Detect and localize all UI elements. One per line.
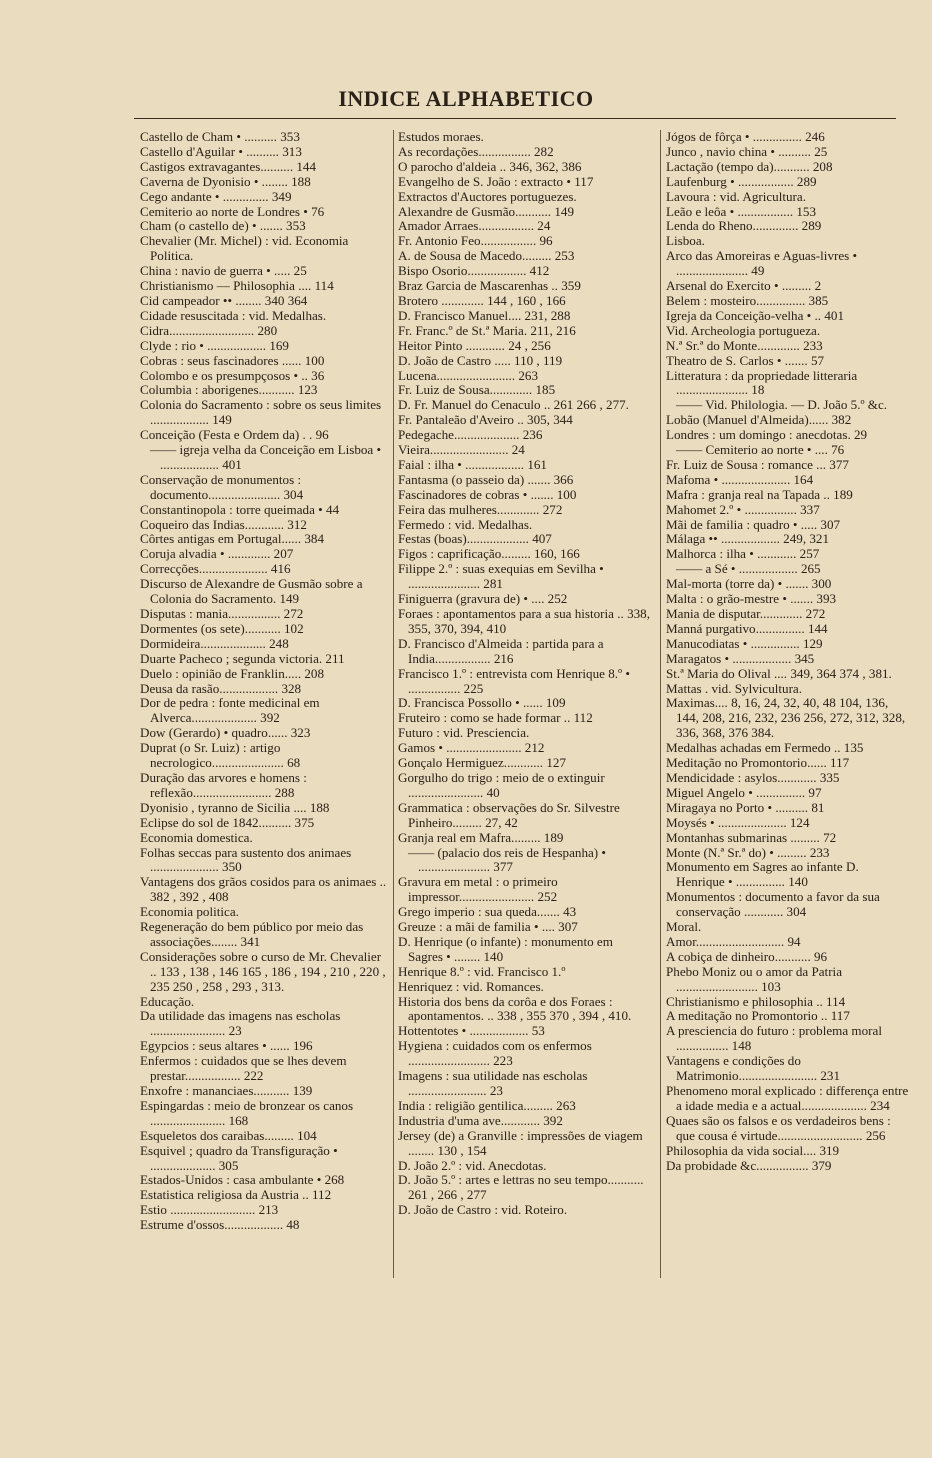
index-entry: Historia dos bens da corôa e dos Foraes : apontamentos. .. 338 , 355 370 , 394 , 410. bbox=[398, 993, 632, 1024]
index-entry: Mania de disputar............. 272 bbox=[666, 606, 826, 621]
index-entry: Hottentotes • .................. 53 bbox=[398, 1023, 545, 1039]
index-entry: Evangelho de S. João : extracto • 117 bbox=[398, 173, 594, 189]
index-entry: Litteratura : da propriedade litteraria ...................... 18 bbox=[666, 367, 858, 398]
index-entry: Christianismo e philosophia .. 114 bbox=[666, 993, 846, 1009]
index-entry: Constantinopola : torre queimada • 44 bbox=[140, 501, 340, 517]
index-entry: Festas (boas)................... 407 bbox=[398, 531, 552, 547]
index-entry: China : navio de guerra • ..... 25 bbox=[140, 263, 307, 279]
index-entry: Lavoura : vid. Agricultura. bbox=[666, 188, 806, 204]
index-entry: Philosophia da vida social.... 319 bbox=[666, 1142, 840, 1158]
index-entry: A cobiça de dinheiro........... 96 bbox=[666, 948, 828, 964]
index-entry: Miguel Angelo • ............... 97 bbox=[666, 784, 822, 800]
index-entry: Estatistica religiosa da Austria .. 112 bbox=[140, 1187, 332, 1203]
index-entry: Junco , navio china • .......... 25 bbox=[666, 143, 828, 159]
index-entry: Duração das arvores e homens : reflexão........................ 288 bbox=[140, 769, 307, 800]
index-entry: Arco das Amoreiras e Aguas-livres • ...................... 49 bbox=[666, 248, 858, 279]
index-entry: D. João 5.º : artes e lettras no seu tempo........... 261 , 266 , 277 bbox=[398, 1172, 644, 1203]
index-entry: Fantasma (o passeio da) ....... 366 bbox=[398, 471, 574, 487]
index-entry: Duprat (o Sr. Luiz) : artigo necrologico...................... 68 bbox=[140, 740, 301, 771]
index-entry: —— Cemiterio ao norte • .... 76 bbox=[676, 442, 845, 458]
index-entry: Colombo e os presumpçosos • .. 36 bbox=[140, 367, 325, 383]
index-entry: Gonçalo Hermiguez............ 127 bbox=[398, 755, 566, 771]
index-entry: As recordações................ 282 bbox=[398, 143, 554, 159]
index-entry: Heitor Pinto ............ 24 , 256 bbox=[398, 337, 551, 353]
index-entry: Belem : mosteiro............... 385 bbox=[666, 292, 829, 308]
index-entry: Fr. Antonio Feo................. 96 bbox=[398, 233, 553, 249]
index-entry: Gravura em metal : o primeiro impressor....................... 252 bbox=[398, 874, 558, 905]
index-entry: Lobão (Manuel d'Almeida)...... 382 bbox=[666, 412, 852, 428]
index-entry: D. Francisco Manuel.... 231, 288 bbox=[398, 307, 571, 323]
index-entry: Vid. Archeologia portugueza. bbox=[666, 322, 821, 338]
index-entry: Christianismo — Philosophia .... 114 bbox=[140, 278, 334, 294]
index-entry: Theatro de S. Carlos • ....... 57 bbox=[666, 352, 825, 368]
index-entry: Malhorca : ilha • ............ 257 bbox=[666, 546, 820, 562]
index-entry: Vantagens e condições do Matrimonio........................ 231 bbox=[666, 1053, 841, 1084]
index-entry: Conceição (Festa e Ordem da) . . 96 bbox=[140, 427, 329, 443]
index-entry: Bispo Osorio.................. 412 bbox=[398, 263, 550, 279]
index-entry: Jersey (de) a Granville : impressões de viagem ........ 130 , 154 bbox=[398, 1127, 643, 1158]
index-entry: Cemiterio ao norte de Londres • 76 bbox=[140, 203, 325, 219]
index-entry: A presciencia do futuro : problema moral ................ 148 bbox=[666, 1023, 882, 1054]
index-entry: —— a Sé • .................. 265 bbox=[676, 561, 821, 577]
index-entry: Lisboa. bbox=[666, 233, 705, 249]
index-entry: Deusa da rasão.................. 328 bbox=[140, 680, 302, 696]
index-entry: Folhas seccas para sustento dos animaes ..................... 350 bbox=[140, 844, 352, 875]
index-entry: O parocho d'aldeia .. 346, 362, 386 bbox=[398, 158, 582, 174]
title-rule bbox=[134, 118, 896, 119]
index-entry: Vieira........................ 24 bbox=[398, 442, 525, 458]
index-entry: Maximas.... 8, 16, 24, 32, 40, 48 104, 136, 144, 208, 216, 232, 236 256, 272, 312, 328, 336, 368, 376 384. bbox=[666, 695, 906, 741]
index-entry: Henrique 8.º : vid. Francisco 1.º bbox=[398, 963, 566, 979]
index-entry: Fermedo : vid. Medalhas. bbox=[398, 516, 533, 532]
index-entry: Maragatos • .................. 345 bbox=[666, 650, 815, 666]
index-entry: Estrume d'ossos.................. 48 bbox=[140, 1217, 300, 1233]
index-entry: Discurso de Alexandre de Gusmão sobre a Colonia do Sacramento. 149 bbox=[140, 576, 363, 607]
index-entry: Londres : um domingo : anecdotas. 29 bbox=[666, 427, 868, 443]
index-entry: Futuro : vid. Presciencia. bbox=[398, 725, 530, 741]
column-divider-1 bbox=[393, 130, 394, 1278]
index-entry: Greuze : a mãi de familia • .... 307 bbox=[398, 919, 578, 935]
index-entry: Lactação (tempo da)........... 208 bbox=[666, 158, 833, 174]
index-entry: D. Henrique (o infante) : monumento em Sagres • ........ 140 bbox=[398, 933, 613, 964]
index-entry: Eclipse do sol de 1842.......... 375 bbox=[140, 814, 315, 830]
index-entry: Coqueiro das Indias............ 312 bbox=[140, 516, 307, 532]
index-entry: Castigos extravagantes.......... 144 bbox=[140, 158, 317, 174]
index-entry: Dormideira.................... 248 bbox=[140, 635, 289, 651]
index-entry: Fr. Luiz de Sousa............. 185 bbox=[398, 382, 556, 398]
index-entry: —— Vid. Philologia. — D. João 5.º &c. bbox=[676, 397, 888, 413]
index-entry: Colonia do Sacramento : sobre os seus limites .................. 149 bbox=[140, 397, 382, 428]
index-entry: Meditação no Promontorio...... 117 bbox=[666, 755, 850, 771]
index-entry: Quaes são os falsos e os verdadeiros bens : que cousa é virtude.......................... 256 bbox=[666, 1112, 891, 1143]
index-entry: Leão e leôa • ................. 153 bbox=[666, 203, 817, 219]
index-entry: Dyonisio , tyranno de Sicilia .... 188 bbox=[140, 799, 330, 815]
index-entry: A meditação no Promontorio .. 117 bbox=[666, 1008, 850, 1024]
index-entry: D. João de Castro : vid. Roteiro. bbox=[398, 1202, 568, 1218]
index-entry: D. João 2.º : vid. Anecdotas. bbox=[398, 1157, 547, 1173]
index-entry: Mal-morta (torre da) • ....... 300 bbox=[666, 576, 832, 592]
index-entry: Correcções..................... 416 bbox=[140, 561, 291, 577]
index-entry: Medalhas achadas em Fermedo .. 135 bbox=[666, 740, 864, 756]
index-entry: Duarte Pacheco ; segunda victoria. 211 bbox=[140, 650, 345, 666]
index-entry: Estados-Unidos : casa ambulante • 268 bbox=[140, 1172, 345, 1188]
index-column-2 bbox=[398, 130, 650, 1218]
index-entry: Malta : o grão-mestre • ....... 393 bbox=[666, 591, 837, 607]
index-column-3 bbox=[666, 130, 910, 1173]
index-entry: Manná purgativo............... 144 bbox=[666, 620, 828, 636]
index-entry: Mattas . vid. Sylvicultura. bbox=[666, 680, 803, 696]
index-entry: Economia politica. bbox=[140, 904, 239, 920]
index-entry: Coruja alvadia • ............. 207 bbox=[140, 546, 294, 562]
index-entry: Granja real em Mafra......... 189 bbox=[398, 829, 564, 845]
index-entry: Fr. Franc.º de St.ª Maria. 211, 216 bbox=[398, 322, 576, 338]
index-entry: Vantagens dos grãos cosidos para os animaes .. 382 , 392 , 408 bbox=[140, 874, 387, 905]
index-entry: Lucena........................ 263 bbox=[398, 367, 539, 383]
index-entry: Faial : ilha • .................. 161 bbox=[398, 456, 547, 472]
index-entry: Grego imperio : sua queda....... 43 bbox=[398, 904, 577, 920]
index-entry: Enxofre : mananciaes........... 139 bbox=[140, 1083, 313, 1098]
index-entry: —— (palacio dos reis de Hespanha) • ...................... 377 bbox=[408, 844, 607, 875]
index-entry: Fruteiro : como se hade formar .. 112 bbox=[398, 710, 593, 726]
index-entry: Manucodiatas • ............... 129 bbox=[666, 635, 823, 651]
index-entry: Moral. bbox=[666, 919, 702, 935]
index-entry: Igreja da Conceição-velha • .. 401 bbox=[666, 307, 844, 323]
index-entry: Monte (N.ª Sr.ª do) • ......... 233 bbox=[666, 844, 830, 860]
index-column-1 bbox=[140, 130, 389, 1233]
index-entry: Pedegache.................... 236 bbox=[398, 427, 543, 443]
index-entry: Estudos moraes. bbox=[398, 129, 484, 144]
index-entry: Dow (Gerardo) • quadro...... 323 bbox=[140, 725, 311, 741]
index-entry: Enfermos : cuidados que se lhes devem prestar................. 222 bbox=[140, 1053, 347, 1084]
index-entry: Clyde : rio • .................. 169 bbox=[140, 337, 289, 353]
index-entry: Disputas : mania................ 272 bbox=[140, 606, 304, 621]
index-entry: Duelo : opinião de Franklin..... 208 bbox=[140, 665, 325, 681]
index-entry: Gamos • ....................... 212 bbox=[398, 740, 545, 756]
index-entry: Extractos d'Auctores portuguezes. bbox=[398, 188, 577, 204]
column-divider-2 bbox=[660, 130, 661, 1278]
index-entry: —— igreja velha da Conceição em Lisboa • .................. 401 bbox=[150, 442, 382, 472]
index-entry: Esqueletos dos caraibas......... 104 bbox=[140, 1127, 317, 1143]
index-entry: Francisco 1.º : entrevista com Henrique 8.º • ................ 225 bbox=[398, 665, 630, 696]
index-entry: Hygiena : cuidados com os enfermos ......................... 223 bbox=[398, 1038, 592, 1069]
index-entry: Phebo Moniz ou o amor da Patria ......................... 103 bbox=[666, 963, 843, 994]
index-entry: Economia domestica. bbox=[140, 829, 253, 845]
index-entry: D. Francisco d'Almeida : partida para a India................. 216 bbox=[398, 635, 604, 666]
index-entry: Da utilidade das imagens nas escholas ....................... 23 bbox=[140, 1008, 341, 1039]
index-entry: Castello d'Aguilar • .......... 313 bbox=[140, 143, 302, 159]
index-entry: Phenomeno moral explicado : differença entre a idade media e a actual.................... 234 bbox=[666, 1083, 909, 1113]
index-entry: Caverna de Dyonisio • ........ 188 bbox=[140, 173, 311, 189]
index-entry: Monumentos : documento a favor da sua conservação ............ 304 bbox=[666, 889, 880, 920]
page-title: INDICE ALPHABETICO bbox=[338, 86, 594, 111]
index-entry: Figos : caprificação......... 160, 166 bbox=[398, 546, 580, 562]
index-entry: Finiguerra (gravura de) • .... 252 bbox=[398, 591, 568, 607]
index-entry: D. João de Castro ..... 110 , 119 bbox=[398, 352, 563, 368]
index-entry: St.ª Maria do Olival .... 349, 364 374 , 381. bbox=[666, 665, 892, 681]
index-entry: Amador Arraes................. 24 bbox=[398, 218, 551, 234]
index-entry: D. Fr. Manuel do Cenaculo .. 261 266 , 277. bbox=[398, 397, 629, 413]
index-entry: Mahomet 2.º • ................ 337 bbox=[666, 501, 820, 517]
index-entry: Dor de pedra : fonte medicinal em Alverca.................... 392 bbox=[140, 695, 320, 726]
index-entry: Brotero ............. 144 , 160 , 166 bbox=[398, 292, 566, 308]
index-entry: Feira das mulheres............. 272 bbox=[398, 501, 563, 517]
index-entry: Cidra.......................... 280 bbox=[140, 322, 278, 338]
index-entry: Regeneração do bem público por meio das associações........ 341 bbox=[140, 919, 364, 949]
index-entry: Mafoma • ..................... 164 bbox=[666, 471, 814, 487]
index-entry: Jógos de fôrça • ............... 246 bbox=[666, 129, 825, 144]
index-entry: Alexandre de Gusmão........... 149 bbox=[398, 203, 574, 219]
index-entry: Cidade resuscitada : vid. Medalhas. bbox=[140, 307, 327, 323]
index-entry: Esquivel ; quadro da Transfiguração • .................... 305 bbox=[140, 1142, 338, 1173]
index-entry: Montanhas submarinas ......... 72 bbox=[666, 829, 837, 845]
index-entry: Henriquez : vid. Romances. bbox=[398, 978, 544, 994]
index-entry: Cego andante • .............. 349 bbox=[140, 188, 292, 204]
index-entry: Moysés • ..................... 124 bbox=[666, 814, 810, 830]
index-entry: Laufenburg • ................. 289 bbox=[666, 173, 817, 189]
index-entry: Fascinadores de cobras • ....... 100 bbox=[398, 486, 577, 502]
index-entry: Miragaya no Porto • .......... 81 bbox=[666, 799, 825, 815]
index-entry: Mendicidade : asylos............ 335 bbox=[666, 769, 840, 785]
index-entry: India : religião gentilica......... 263 bbox=[398, 1097, 576, 1113]
index-entry: Cobras : seus fascinadores ...... 100 bbox=[140, 352, 325, 368]
index-entry: Considerações sobre o curso de Mr. Chevalier .. 133 , 138 , 146 165 , 186 , 194 , 210 , 220 , 235 250 , 258 , 293 , 313. bbox=[140, 948, 386, 994]
index-entry: Foraes : apontamentos para a sua historia .. 338, 355, 370, 394, 410 bbox=[398, 606, 650, 636]
index-entry: A. de Sousa de Macedo......... 253 bbox=[398, 248, 575, 264]
index-entry: Málaga •• .................. 249, 321 bbox=[666, 531, 830, 547]
index-entry: Cid campeador •• ........ 340 364 bbox=[140, 292, 308, 308]
index-entry: Castello de Cham • .......... 353 bbox=[140, 129, 300, 144]
index-entry: Cham (o castello de) • ....... 353 bbox=[140, 218, 306, 234]
index-entry: Mafra : granja real na Tapada .. 189 bbox=[666, 486, 853, 502]
index-entry: Imagens : sua utilidade nas escholas ........................ 23 bbox=[398, 1068, 588, 1098]
index-entry: Industria d'uma ave............ 392 bbox=[398, 1112, 563, 1128]
index-entry: D. Francisca Possollo • ...... 109 bbox=[398, 695, 566, 711]
index-entry: Grammatica : observações do Sr. Silvestre Pinheiro......... 27, 42 bbox=[398, 799, 620, 830]
index-entry: Braz Garcia de Mascarenhas .. 359 bbox=[398, 278, 581, 294]
index-entry: Fr. Luiz de Sousa : romance ... 377 bbox=[666, 456, 849, 472]
index-entry: Gorgulho do trigo : meio de o extinguir ....................... 40 bbox=[398, 769, 605, 800]
index-entry: Arsenal do Exercito • ......... 2 bbox=[666, 278, 822, 294]
index-entry: Lenda do Rheno.............. 289 bbox=[666, 218, 822, 234]
index-entry: Columbia : aborigenes........... 123 bbox=[140, 382, 318, 398]
index-entry: Mãi de familia : quadro • ..... 307 bbox=[666, 516, 841, 532]
index-entry: Estio .......................... 213 bbox=[140, 1202, 279, 1218]
index-entry: Monumento em Sagres ao infante D. Henrique • ............... 140 bbox=[666, 859, 859, 890]
index-entry: Conservação de monumentos : documento...................... 304 bbox=[140, 471, 304, 502]
index-entry: Chevalier (Mr. Michel) : vid. Economia Politica. bbox=[140, 233, 349, 264]
index-entry: Educação. bbox=[140, 993, 195, 1009]
index-entry: Fr. Pantaleão d'Aveiro .. 305, 344 bbox=[398, 412, 573, 428]
index-entry: Egypcios : seus altares • ...... 196 bbox=[140, 1038, 313, 1054]
index-entry: Da probidade &c................ 379 bbox=[666, 1157, 832, 1173]
index-entry: N.ª Sr.ª do Monte............. 233 bbox=[666, 337, 823, 353]
index-entry: Filippe 2.º : suas exequias em Sevilha • ...................... 281 bbox=[398, 561, 604, 592]
index-entry: Côrtes antigas em Portugal...... 384 bbox=[140, 531, 325, 547]
index-entry: Amor........................... 94 bbox=[666, 933, 801, 949]
index-entry: Dormentes (os sete)........... 102 bbox=[140, 620, 304, 636]
index-entry: Espingardas : meio de bronzear os canos ....................... 168 bbox=[140, 1097, 354, 1128]
